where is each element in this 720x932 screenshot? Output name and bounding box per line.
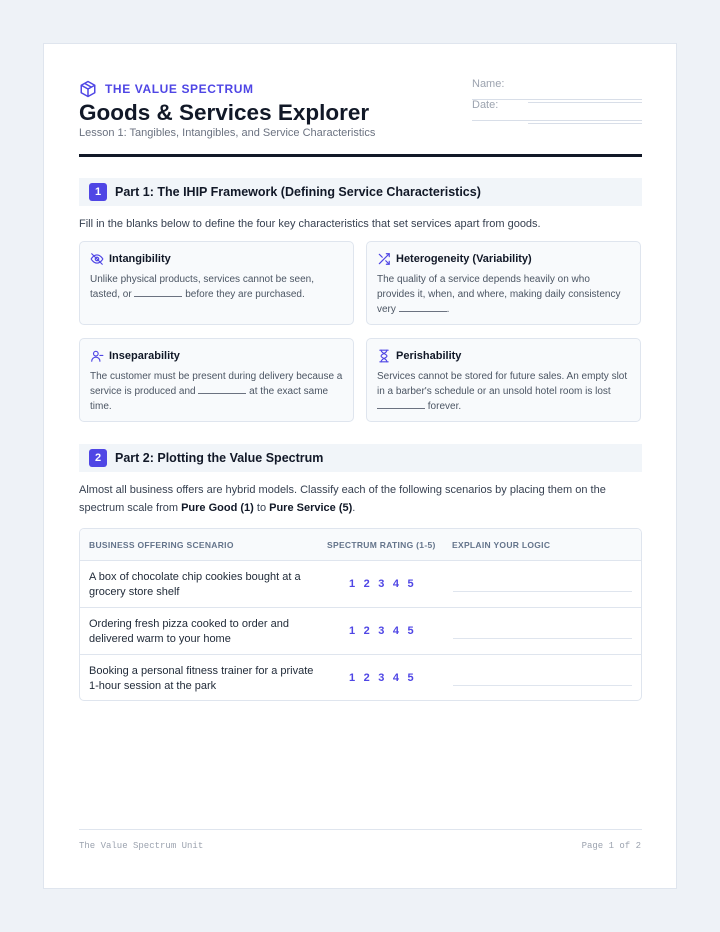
pure-service-label: Pure Service (5) [269, 502, 353, 514]
brand [79, 80, 254, 98]
pure-good-label: Pure Good (1) [181, 502, 254, 514]
rating-option[interactable]: 4 [392, 672, 399, 684]
table-row [80, 561, 641, 608]
fill-blank[interactable] [198, 384, 246, 394]
part2-instructions: Almost all business offers are hybrid models. Classify each of the following scenarios by placing them on the spectrum scale from Pure Good (1) to Pure Service (5). [79, 484, 606, 514]
card-title: Inseparability [109, 350, 180, 362]
scenario-text: Booking a personal fitness trainer for a private 1-hour session at the park [89, 665, 314, 692]
section-header-part2 [79, 444, 642, 472]
fill-blank[interactable] [377, 399, 425, 409]
rating-option[interactable]: 1 [349, 672, 356, 684]
card-heterogeneity [366, 241, 641, 325]
date-label: Date: [472, 99, 499, 111]
brand-label: THE VALUE SPECTRUM [105, 82, 254, 96]
table-row [80, 608, 641, 655]
scenario-text: Ordering fresh pizza cooked to order and delivered warm to your home [89, 618, 289, 645]
rating-scale [349, 672, 422, 684]
rating-option[interactable]: 2 [363, 672, 370, 684]
rating-option[interactable]: 5 [407, 578, 414, 590]
card-body: Unlike physical products, services cannot be seen, tasted, or before they are purchased. [90, 274, 315, 300]
footer-divider [79, 829, 642, 830]
column-header: SPECTRUM RATING (1-5) [327, 540, 436, 550]
fill-blank[interactable] [134, 287, 182, 297]
table-row [80, 655, 641, 701]
eye-off-icon [90, 252, 104, 266]
section-header-part1 [79, 178, 642, 206]
card-body: The customer must be present during delivery because a service is produced and at the exact same time. [90, 371, 343, 412]
footer-page-number: Page 1 of 2 [581, 841, 641, 851]
column-header: EXPLAIN YOUR LOGIC [452, 540, 551, 550]
card-body: Services cannot be stored for future sales. An empty slot in a barber's schedule or an unsold hotel room is lost forever. [377, 371, 628, 412]
date-line [528, 123, 642, 124]
logic-answer-line[interactable] [453, 685, 632, 686]
column-header: BUSINESS OFFERING SCENARIO [89, 540, 234, 550]
card-intangibility [79, 241, 354, 325]
fill-blank[interactable] [399, 302, 447, 312]
user-icon [90, 349, 104, 363]
card-inseparability [79, 338, 354, 422]
name-label: Name: [472, 78, 505, 90]
logic-answer-line[interactable] [453, 591, 632, 592]
box-icon [79, 80, 97, 98]
section-number-badge: 2 [89, 449, 107, 467]
section-number-badge: 1 [89, 183, 107, 201]
hourglass-icon [377, 349, 391, 363]
logic-answer-line[interactable] [453, 638, 632, 639]
page-subtitle: Lesson 1: Tangibles, Intangibles, and Service Characteristics [79, 127, 376, 139]
section-title: Part 1: The IHIP Framework (Defining Service Characteristics) [115, 185, 481, 199]
rating-option[interactable]: 2 [363, 625, 370, 637]
rating-option[interactable]: 5 [407, 672, 414, 684]
shuffle-icon [377, 252, 391, 266]
page-title: Goods & Services Explorer [79, 100, 370, 125]
rating-option[interactable]: 5 [407, 625, 414, 637]
section-title: Part 2: Plotting the Value Spectrum [115, 451, 324, 465]
rating-scale [349, 578, 422, 590]
rating-option[interactable]: 3 [378, 578, 385, 590]
date-field[interactable] [472, 99, 642, 121]
worksheet-page [43, 43, 677, 889]
card-body: The quality of a service depends heavily on who provides it, when, and where, making daily consistency very . [377, 274, 621, 315]
card-perishability [366, 338, 641, 422]
card-title: Intangibility [109, 253, 171, 265]
rating-option[interactable]: 1 [349, 578, 356, 590]
header-divider [79, 154, 642, 157]
footer-unit-label: The Value Spectrum Unit [79, 841, 204, 851]
rating-option[interactable]: 3 [378, 672, 385, 684]
scenario-text: A box of chocolate chip cookies bought at a grocery store shelf [89, 571, 301, 598]
card-title: Perishability [396, 350, 462, 362]
rating-option[interactable]: 4 [392, 625, 399, 637]
table-header [80, 529, 641, 561]
rating-option[interactable]: 1 [349, 625, 356, 637]
rating-scale [349, 625, 422, 637]
spectrum-table [79, 528, 642, 701]
rating-option[interactable]: 2 [363, 578, 370, 590]
card-title: Heterogeneity (Variability) [396, 253, 532, 265]
part1-instructions: Fill in the blanks below to define the four key characteristics that set services apart from goods. [79, 218, 541, 230]
rating-option[interactable]: 3 [378, 625, 385, 637]
name-field[interactable] [472, 78, 642, 100]
rating-option[interactable]: 4 [392, 578, 399, 590]
